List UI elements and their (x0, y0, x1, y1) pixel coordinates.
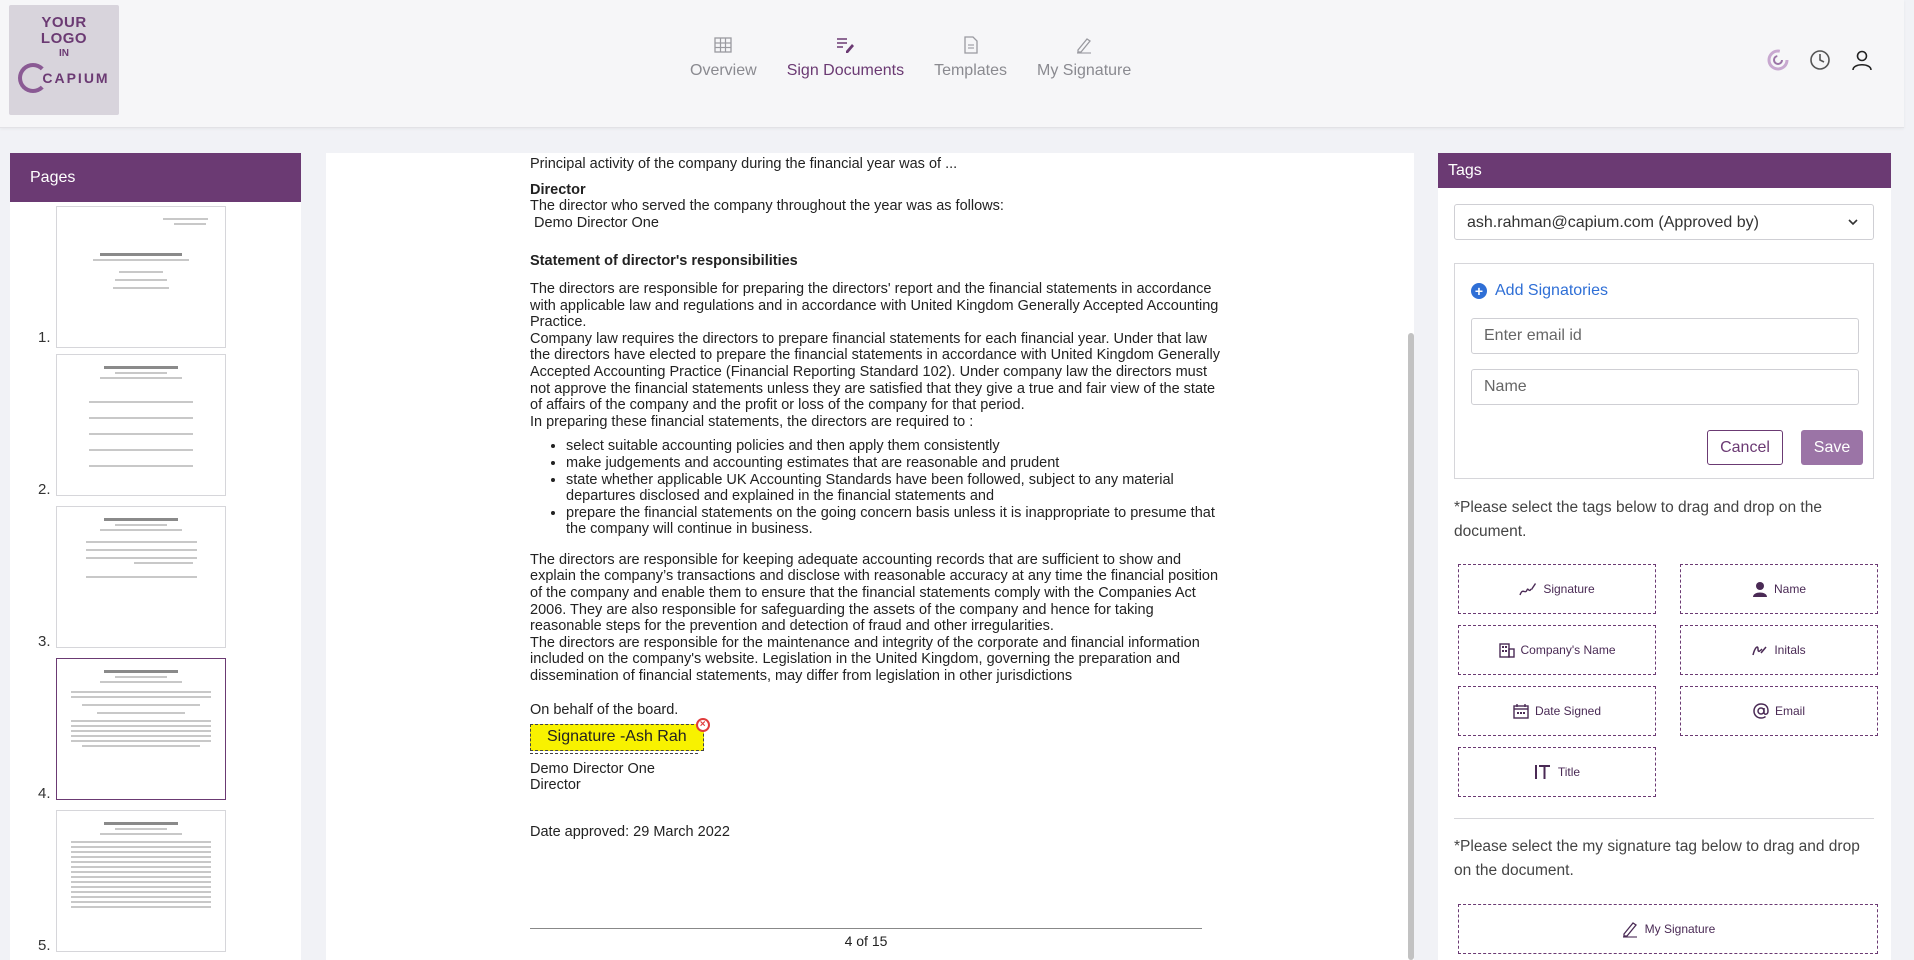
list-item: • state whether applicable UK Accounting Standards have been followed, subject to any material departures disclosed and explained in the financial statements and (566, 472, 1226, 505)
initials-icon (1752, 643, 1768, 657)
responsibilities-heading: Statement of director's responsibilities (530, 253, 798, 270)
tag-email[interactable] (1680, 686, 1878, 736)
tag-label: Name (1773, 582, 1806, 596)
page-number: 3. (38, 633, 51, 650)
nav-sign-documents[interactable] (787, 34, 904, 80)
history-clock-icon[interactable] (1808, 48, 1832, 72)
sign-documents-icon (835, 34, 855, 56)
tag-label: Date Signed (1534, 704, 1602, 718)
logo-line3: IN (59, 48, 69, 59)
responsibilities-para-1: The directors are responsible for preparing the directors' report and the financial statements in accordance with applicable law and regulations and in accordance with United Kingdom Generally Accepted Accounting Practice. (530, 280, 1219, 331)
calendar-icon (1513, 703, 1529, 719)
nav-templates[interactable] (934, 34, 1007, 80)
person-icon (1752, 581, 1768, 597)
page-thumbnail-row[interactable] (10, 810, 301, 960)
building-icon (1499, 642, 1515, 658)
page-number: 4. (38, 785, 51, 802)
header-actions (1748, 48, 1874, 72)
tags-divider (1454, 818, 1874, 819)
page-thumbnail-row[interactable] (10, 202, 301, 354)
pages-panel-title: Pages (10, 153, 301, 202)
list-item: • make judgements and accounting estimates that are reasonable and prudent (566, 455, 1226, 472)
tag-label: My Signature (1644, 922, 1716, 936)
tag-label: Initals (1774, 643, 1806, 657)
page-number: 5. (38, 937, 51, 954)
date-approved: Date approved: 29 March 2022 (530, 824, 730, 840)
tag-label: Email (1774, 704, 1805, 718)
tag-name[interactable] (1680, 564, 1878, 614)
grid-icon (714, 34, 732, 56)
tags-panel-title: Tags (1438, 153, 1891, 188)
signatory-select[interactable] (1454, 204, 1874, 240)
tag-date-signed[interactable] (1458, 686, 1656, 736)
email-field[interactable] (1471, 318, 1859, 354)
tag-initials[interactable] (1680, 625, 1878, 675)
company-logo[interactable] (9, 5, 119, 115)
main-nav (690, 34, 1161, 80)
page-thumbnail-row[interactable] (10, 506, 301, 658)
document-scrollbar[interactable] (1408, 333, 1414, 960)
page-thumbnail-row[interactable] (10, 354, 301, 506)
plus-circle-icon: + (1471, 283, 1487, 299)
logo-line2: LOGO (40, 30, 88, 47)
page-number: 2. (38, 481, 51, 498)
signatory-role: Director (530, 777, 581, 794)
document-viewer[interactable] (326, 153, 1414, 960)
at-icon (1753, 703, 1769, 719)
pen-icon (1621, 920, 1639, 938)
director-text: The director who served the company throughout the year was as follows: (530, 198, 1004, 215)
my-signature-instruction: *Please select the my signature tag below to drag and drop on the document. (1454, 838, 1860, 879)
name-field[interactable] (1471, 369, 1859, 405)
director-heading: Director (530, 181, 586, 198)
remove-tag-icon[interactable]: × (696, 718, 710, 732)
capium-brand-text: CAPIUM (42, 70, 110, 86)
pages-panel (10, 153, 301, 960)
responsibilities-list (566, 438, 1226, 538)
page-thumbnail[interactable] (56, 810, 226, 952)
on-behalf-text: On behalf of the board. (530, 701, 679, 718)
nav-overview[interactable] (690, 34, 757, 80)
director-name: Demo Director One (530, 214, 659, 231)
principal-activity-text: Principal activity of the company during the financial year was of ... (530, 156, 958, 172)
list-item: • prepare the financial statements on the going concern basis unless it is inappropriate to presume that the company will continue in business. (566, 505, 1226, 538)
document-icon (963, 34, 979, 56)
tag-label: Title (1557, 765, 1581, 779)
page-thumbnail[interactable] (56, 506, 226, 648)
tags-instruction: *Please select the tags below to drag and drop on the document. (1454, 499, 1822, 540)
tags-panel (1438, 153, 1891, 960)
tag-company-name[interactable] (1458, 625, 1656, 675)
page-thumbnail[interactable] (56, 206, 226, 348)
user-profile-icon[interactable] (1850, 48, 1874, 72)
website-para: The directors are responsible for the maintenance and integrity of the corporate and financial information included on the company's website. Legislation in the United Kingdom, governing the preparation and dissemination of financial statements, may differ from legislation in other jurisdictions (530, 634, 1200, 685)
signatory-select-value: ash.rahman@capium.com (Approved by) (1467, 214, 1759, 231)
page-thumbnail-selected[interactable] (56, 658, 226, 800)
signature-tag-label: Signature -Ash Rah (547, 728, 687, 746)
title-icon (1534, 763, 1552, 781)
add-signatories-card (1454, 263, 1874, 479)
tag-title[interactable] (1458, 747, 1656, 797)
signatory-name: Demo Director One (530, 760, 655, 777)
nav-overview-label: Overview (690, 62, 757, 79)
responsibilities-para-2: Company law requires the directors to prepare financial statements for each financial year. Under that law the directors have elected to prepare the financial statements in accordance with United Kingdom Generally Accepted Accounting Practice (Financial Reporting Standard 102). Under company law the directors must not approve the financial statements unless they are satisfied that they give a true and fair view of the state of affairs of the company and the profit or loss of the company for that period. (530, 330, 1220, 414)
add-signatories-label: Add Signatories (1495, 282, 1608, 299)
add-signatories-link[interactable] (1471, 282, 1608, 300)
document-page (530, 153, 1226, 841)
page-number: 1. (38, 329, 51, 346)
page-thumbnail[interactable] (56, 354, 226, 496)
accounting-records-para: The directors are responsible for keeping adequate accounting records that are sufficient to show and explain the company’s transactions and disclose with reasonable accuracy at any time the financial position of the company and enable them to ensure that the financial statements comply with the Companies Act 2006. They are also responsible for safeguarding the assets of the company and hence for taking reasonable steps for the prevention and detection of fraud and other irregularities. (530, 551, 1219, 635)
nav-my-signature[interactable] (1037, 34, 1131, 80)
pen-icon (1075, 34, 1093, 56)
list-item: • select suitable accounting policies and then apply them consistently (566, 438, 1226, 455)
page-thumbnail-row-selected[interactable] (10, 658, 301, 810)
save-button[interactable]: Save (1801, 430, 1863, 465)
chevron-down-icon (1847, 215, 1859, 233)
nav-templates-label: Templates (934, 62, 1007, 79)
signature-line (530, 753, 698, 754)
signature-icon (1519, 581, 1537, 597)
nav-my-signature-label: My Signature (1037, 62, 1132, 79)
nav-sign-documents-label: Sign Documents (786, 62, 905, 79)
page-indicator: 4 of 15 (530, 928, 1202, 949)
capium-brand (18, 63, 109, 93)
cancel-button[interactable]: Cancel (1707, 430, 1783, 465)
responsibilities-para-3: In preparing these financial statements, the directors are required to : (530, 413, 974, 430)
tag-my-signature[interactable] (1458, 904, 1878, 954)
signature-tag-placed[interactable] (530, 719, 706, 751)
tag-signature[interactable] (1458, 564, 1656, 614)
tag-label: Signature (1543, 582, 1595, 596)
capium-app-icon[interactable] (1766, 48, 1790, 72)
app-header (0, 0, 1904, 128)
tag-label: Company's Name (1520, 643, 1616, 657)
logo-line1: YOUR (41, 14, 87, 31)
